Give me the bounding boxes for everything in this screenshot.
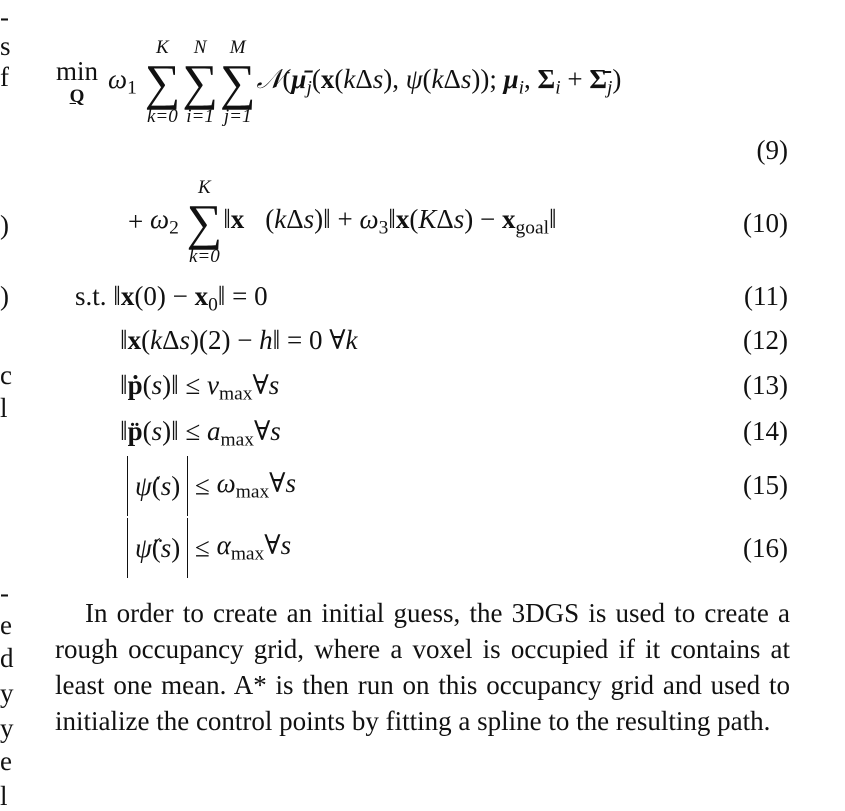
left-fragment: l	[0, 393, 8, 423]
body-paragraph	[55, 595, 790, 739]
equation-14: ‖p̈(s)‖ ≤ $a_{max}\forall s$	[120, 416, 281, 451]
min-operator: min Q	[56, 56, 99, 107]
equation-13: ‖ṗ(s)‖ ≤ $v_{max}\forall s$	[120, 370, 280, 405]
equation-15: ψ̇(s) ≤ $\omega_{max}\forall s$	[127, 456, 296, 516]
weight-1: $\omega_1$	[108, 64, 137, 99]
left-fragment: e	[0, 746, 12, 776]
left-fragment: -	[0, 2, 9, 32]
equation-number-14: (14)	[743, 416, 788, 446]
left-fragment: f	[0, 62, 9, 92]
left-fragment: l	[0, 781, 8, 811]
paragraph-text: In order to create an initial guess, the 3DGS is used to create a rough occupancy grid, where a voxel is occupied if it contains at least one mean. A* is then run on this occupancy grid and used to initialize the control points by fitting a spline to the resulting path.	[55, 598, 790, 736]
left-fragment: y	[0, 713, 14, 743]
equation-12: ‖x(kΔs)(2) − h‖ = 0 ∀k	[120, 325, 358, 355]
left-fragment: )	[0, 210, 9, 240]
left-fragment: c	[0, 360, 12, 390]
equation-number-10: (10)	[743, 208, 788, 238]
left-fragment: y	[0, 678, 14, 708]
equation-9	[56, 38, 621, 126]
equation-10: + $\omega_2$ K ∑ k=0 ‖x⃛(kΔs)‖ + $\omega_3‖x(K\Delta s)$ − $x_{goal}‖$	[128, 177, 557, 267]
left-fragment: e	[0, 610, 12, 640]
left-fragment: d	[0, 643, 14, 673]
sum-k: K ∑ k=0	[186, 177, 223, 267]
equation-number-11: (11)	[744, 281, 788, 311]
equation-11: s.t. ‖x(0) − $x_0‖ = 0$	[75, 281, 268, 316]
sum-i: N ∑ i=1	[182, 37, 218, 127]
left-column-fragments	[0, 0, 18, 811]
equation-number-12: (12)	[743, 325, 788, 355]
sum-j: M ∑ j=1	[219, 37, 256, 127]
equation-number-16: (16)	[743, 533, 788, 563]
absolute-value: ψ̇(s)	[127, 456, 188, 516]
equation-16: ψ̈(s) ≤ $\alpha_{max}\forall s$	[127, 518, 291, 578]
equation-number-13: (13)	[743, 370, 788, 400]
sum-k: K ∑ k=0	[144, 37, 181, 127]
equation-number-15: (15)	[743, 470, 788, 500]
equation-number-9: (9)	[756, 135, 788, 165]
left-fragment: s	[0, 31, 11, 61]
normal-distribution-term: $𝒩(\mū_j(x(k\Delta s)$, ψ(kΔs)); $\mu_i$, $\Sigma_i$ + $\Sigmā_j$)	[256, 64, 622, 99]
absolute-value: ψ̈(s)	[127, 518, 188, 578]
left-fragment: )	[0, 281, 9, 311]
subject-to-label: s.t.	[75, 281, 107, 311]
left-fragment: -	[0, 578, 9, 608]
